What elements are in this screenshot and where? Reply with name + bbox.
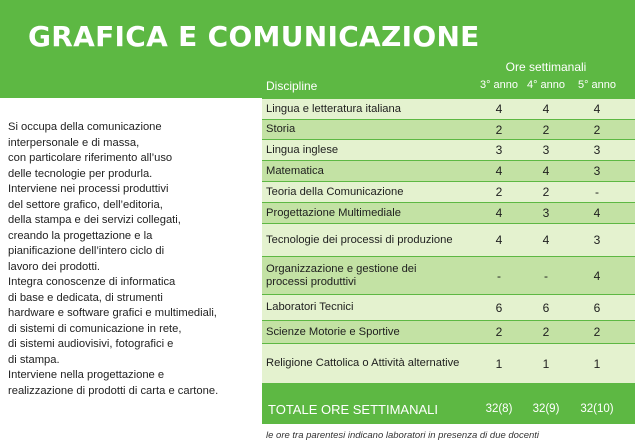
hours-year-5: 4	[593, 268, 601, 283]
hours-year-4: 2	[542, 122, 550, 137]
page-title: GRAFICA E COMUNICAZIONE	[28, 20, 480, 53]
year-header-4: 4° anno	[526, 79, 566, 91]
hours-year-3: 4	[495, 206, 503, 220]
hours-year-4: 3	[542, 143, 550, 157]
discipline-header: Discipline	[266, 79, 318, 93]
table-row	[262, 140, 635, 160]
subject-name: Teoria della Comunicazione	[266, 185, 404, 198]
table-row	[262, 203, 635, 223]
total-year-4: 32(9)	[532, 403, 560, 415]
hours-year-5: 3	[593, 164, 601, 178]
hours-year-4: 4	[542, 102, 550, 116]
total-year-3: 32(8)	[485, 403, 513, 415]
subject-name: Storia	[266, 123, 296, 135]
table-row	[262, 224, 635, 256]
hours-year-5: -	[595, 185, 599, 199]
hours-year-4: 2	[542, 185, 550, 199]
hours-year-4: 4	[542, 233, 550, 247]
hours-year-5: 2	[593, 325, 601, 339]
hours-year-3: 1	[495, 356, 503, 371]
hours-year-3: 2	[495, 185, 503, 199]
totals-row	[262, 394, 635, 424]
table-row	[262, 344, 635, 383]
table-row	[262, 321, 635, 343]
subject-name: Laboratori Tecnici	[266, 301, 354, 313]
hours-year-4: 3	[542, 206, 550, 220]
hours-year-5: 3	[593, 233, 601, 247]
table-row	[262, 257, 635, 294]
year-header-5: 5° anno	[577, 79, 617, 91]
hours-year-3: 2	[495, 325, 503, 339]
hours-year-5: 2	[593, 122, 601, 137]
table-row	[262, 161, 635, 181]
total-year-5: 32(10)	[580, 403, 614, 415]
table-row	[262, 182, 635, 202]
hours-year-3: 2	[495, 122, 503, 137]
hours-year-3: 3	[495, 143, 503, 157]
subject-name: Lingua e letteratura italiana	[266, 102, 401, 115]
hours-table	[262, 98, 635, 396]
subject-name: Scienze Motorie e Sportive	[266, 325, 400, 338]
hours-year-3: 4	[495, 102, 503, 116]
hours-year-4: 6	[542, 300, 550, 315]
year-header-3: 3° anno	[479, 79, 519, 91]
table-row	[262, 295, 635, 320]
header-banner	[0, 0, 635, 98]
hours-year-5: 6	[593, 300, 601, 315]
hours-year-5: 3	[593, 143, 601, 157]
subject-name: Progettazione Multimediale	[266, 206, 401, 219]
subject-name: Lingua inglese	[266, 143, 339, 156]
hours-year-5: 1	[593, 356, 601, 371]
hours-year-5: 4	[593, 206, 601, 220]
hours-year-5: 4	[593, 102, 601, 116]
hours-year-4: 1	[542, 356, 550, 371]
subject-name: Tecnologie dei processi di produzione	[266, 233, 453, 246]
hours-year-3: -	[497, 268, 501, 283]
hours-year-3: 4	[495, 164, 503, 178]
table-row	[262, 99, 635, 119]
hours-year-4: -	[544, 268, 548, 283]
hours-year-3: 4	[495, 233, 503, 247]
table-row	[262, 120, 635, 139]
hours-year-3: 6	[495, 300, 503, 315]
total-label: TOTALE ORE SETTIMANALI	[268, 401, 438, 417]
subject-name: Organizzazione e gestione dei processi produttivi	[266, 262, 417, 288]
hours-header: Ore settimanali	[505, 60, 587, 74]
hours-year-4: 2	[542, 325, 550, 339]
course-description: Si occupa della comunicazione interpersonale e di massa, con particolare riferimento all’uso delle tecnologie per produrla. Interviene nei processi produttivi del settore grafico, dell’editoria, della stampa e dei servizi collegati, creando la progettazione e la pianificazione dell’intero ciclo di lavoro dei prodotti. Integra conoscenze di informatica di base e dedicata, di strumenti hardware e software grafici e multimediali, di sistemi di comunicazione in rete, di sistemi audiovisivi, fotografici e di stampa. Interviene nella progettazione e realizzazione di prodotti di carta e cartone.	[8, 121, 219, 397]
hours-year-4: 4	[542, 164, 550, 178]
footnote: le ore tra parentesi indicano laboratori in presenza di due docenti	[266, 430, 540, 441]
subject-name: Religione Cattolica o Attività alternative	[266, 357, 460, 369]
subject-name: Matematica	[266, 164, 324, 177]
